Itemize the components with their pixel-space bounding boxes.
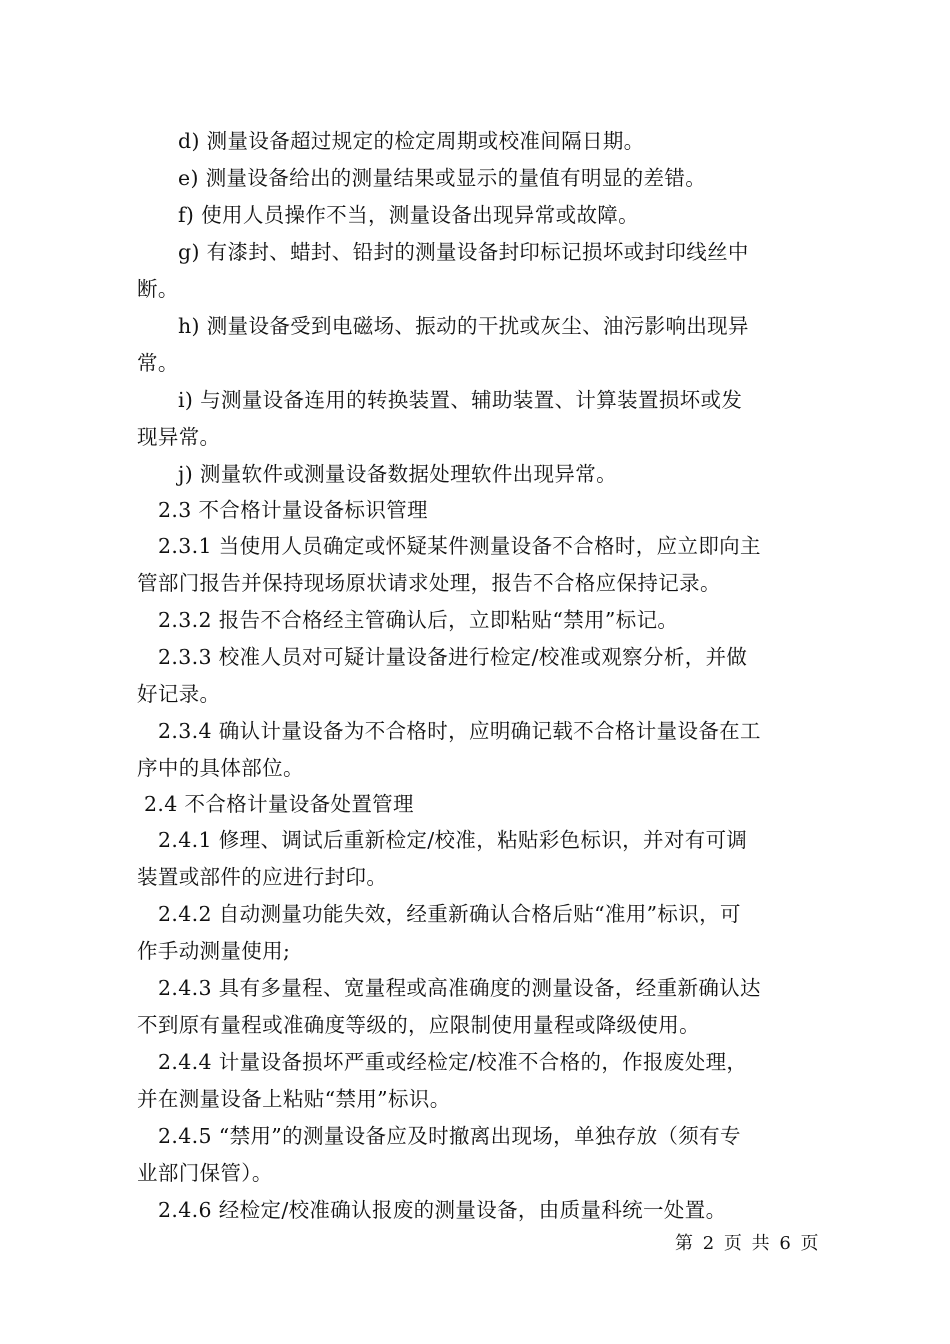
clause-2-4-4-continued: 并在测量设备上粘贴“禁用”标识。 [137, 1087, 451, 1111]
list-item-i-continued: 现异常。 [137, 425, 221, 449]
list-item-h: h) 测量设备受到电磁场、振动的干扰或灰尘、油污影响出现异 [178, 314, 749, 338]
page-number-footer: 第 2 页 共 6 页 [675, 1233, 821, 1254]
clause-2-3-1-continued: 管部门报告并保持现场原状请求处理，报告不合格应保持记录。 [137, 571, 721, 595]
clause-2-4-2-continued: 作手动测量使用; [137, 939, 291, 963]
list-item-e: e) 测量设备给出的测量结果或显示的量值有明显的差错。 [178, 166, 707, 190]
list-item-h-continued: 常。 [137, 351, 179, 375]
clause-2-4-5-continued: 业部门保管）。 [137, 1161, 273, 1185]
list-item-g: g) 有漆封、蜡封、铅封的测量设备封印标记损坏或封印线丝中 [178, 240, 749, 264]
clause-2-4-6: 2.4.6 经检定/校准确认报废的测量设备，由质量科统一处置。 [158, 1198, 727, 1222]
list-item-g-continued: 断。 [137, 277, 179, 301]
section-heading-2-3: 2.3 不合格计量设备标识管理 [158, 498, 428, 522]
section-heading-2-4: 2.4 不合格计量设备处置管理 [144, 792, 414, 816]
clause-2-3-4-continued: 序中的具体部位。 [137, 756, 304, 780]
clause-2-3-3: 2.3.3 校准人员对可疑计量设备进行检定/校准或观察分析，并做 [158, 645, 748, 669]
clause-2-3-1: 2.3.1 当使用人员确定或怀疑某件测量设备不合格时，应立即向主 [158, 534, 761, 558]
list-item-d: d) 测量设备超过规定的检定周期或校准间隔日期。 [178, 129, 645, 153]
clause-2-4-5: 2.4.5 “禁用”的测量设备应及时撤离出现场，单独存放（须有专 [158, 1124, 741, 1148]
clause-2-3-4: 2.3.4 确认计量设备为不合格时，应明确记载不合格计量设备在工 [158, 719, 761, 743]
clause-2-4-3-continued: 不到原有量程或准确度等级的，应限制使用量程或降级使用。 [137, 1013, 700, 1037]
clause-2-3-2: 2.3.2 报告不合格经主管确认后，立即粘贴“禁用”标记。 [158, 608, 679, 632]
clause-2-4-4: 2.4.4 计量设备损坏严重或经检定/校准不合格的，作报废处理， [158, 1050, 748, 1074]
list-item-j: j) 测量软件或测量设备数据处理软件出现异常。 [178, 462, 617, 486]
clause-2-4-2: 2.4.2 自动测量功能失效，经重新确认合格后贴“准用”标识，可 [158, 902, 741, 926]
clause-2-4-1: 2.4.1 修理、调试后重新检定/校准，粘贴彩色标识，并对有可调 [158, 828, 748, 852]
list-item-i: i) 与测量设备连用的转换装置、辅助装置、计算装置损坏或发 [178, 388, 743, 412]
clause-2-4-1-continued: 装置或部件的应进行封印。 [137, 865, 388, 889]
list-item-f: f) 使用人员操作不当，测量设备出现异常或故障。 [178, 203, 640, 227]
clause-2-4-3: 2.4.3 具有多量程、宽量程或高准确度的测量设备，经重新确认达 [158, 976, 761, 1000]
clause-2-3-3-continued: 好记录。 [137, 682, 221, 706]
